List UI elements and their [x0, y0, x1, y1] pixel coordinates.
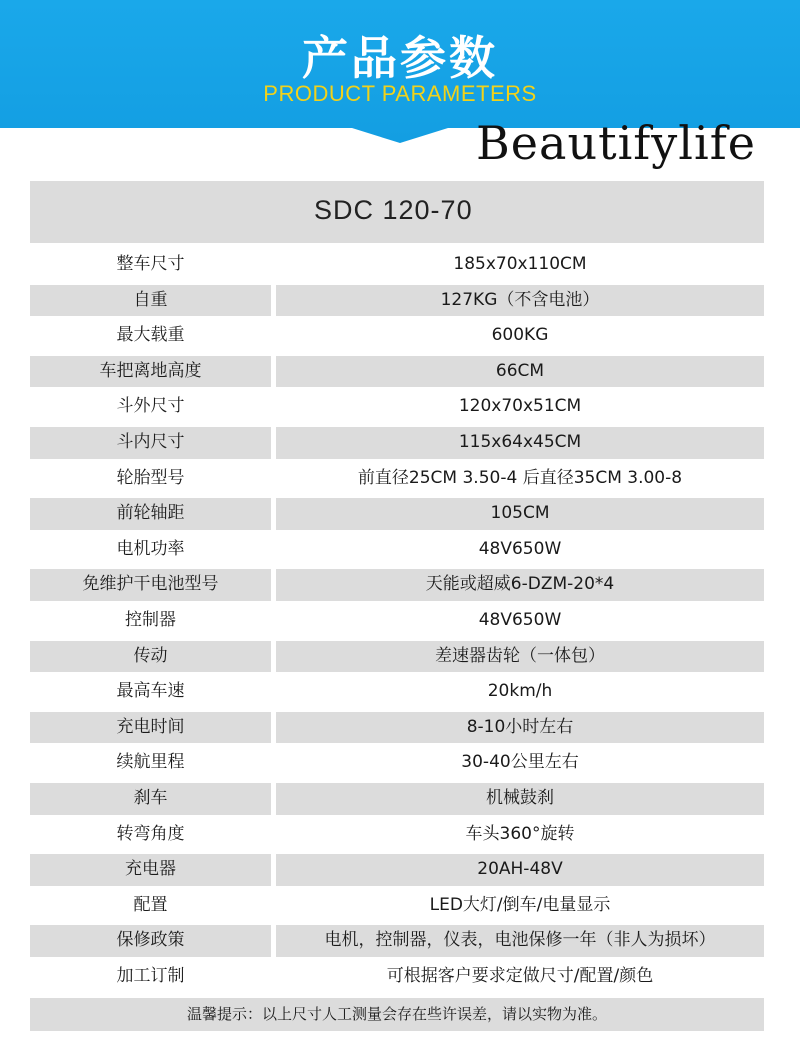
spec-label: 最高车速	[116, 681, 185, 702]
table-row	[0, 781, 800, 817]
spec-label: 传动	[30, 641, 271, 673]
spec-value: 48V650W	[478, 538, 562, 559]
table-row	[0, 639, 800, 675]
spec-value: 机械鼓刹	[276, 783, 764, 815]
table-row	[0, 247, 800, 283]
spec-value: 电机，控制器，仪表，电池保修一年（非人为损坏）	[276, 925, 764, 957]
table-row	[0, 817, 800, 853]
spec-label: 保修政策	[30, 925, 271, 957]
spec-value: 120x70x51CM	[458, 396, 582, 417]
spec-label: 斗内尺寸	[30, 427, 271, 459]
spec-value: 115x64x45CM	[276, 427, 764, 459]
model-header	[30, 181, 764, 243]
brand-wordmark: Beautifylife	[476, 116, 756, 170]
spec-value: 66CM	[276, 356, 764, 388]
model-name: SDC 120-70	[314, 195, 473, 225]
spec-label: 加工订制	[116, 965, 185, 986]
table-row	[0, 496, 800, 532]
spec-value: 前直径25CM 3.50-4 后直径35CM 3.00-8	[357, 467, 683, 488]
spec-value: 600KG	[491, 325, 549, 346]
spec-label: 充电器	[30, 854, 271, 886]
table-row	[0, 710, 800, 746]
spec-label: 充电时间	[30, 712, 271, 744]
spec-label: 续航里程	[116, 752, 185, 773]
spec-label: 转弯角度	[116, 823, 185, 844]
spec-label: 控制器	[125, 609, 176, 630]
spec-value: 127KG（不含电池）	[276, 285, 764, 317]
table-row	[0, 389, 800, 425]
spec-value: LED大灯/倒车/电量显示	[429, 894, 611, 915]
spec-table	[0, 247, 800, 994]
spec-label: 整车尺寸	[116, 254, 185, 274]
spec-label: 最大载重	[116, 325, 185, 346]
spec-value: 差速器齿轮（一体包）	[276, 641, 764, 673]
spec-label: 车把离地高度	[30, 356, 271, 388]
spec-value: 8-10小时左右	[276, 712, 764, 744]
table-row	[0, 745, 800, 781]
table-row	[0, 674, 800, 710]
table-row	[0, 603, 800, 639]
spec-label: 电机功率	[116, 538, 185, 559]
spec-label: 前轮轴距	[30, 498, 271, 530]
spec-label: 刹车	[30, 783, 271, 815]
table-row	[0, 852, 800, 888]
spec-value: 105CM	[276, 498, 764, 530]
spec-label: 斗外尺寸	[116, 396, 185, 417]
spec-label: 自重	[30, 285, 271, 317]
spec-value: 185x70x110CM	[453, 254, 587, 274]
table-row	[0, 923, 800, 959]
page-title: 产品参数	[302, 31, 498, 85]
spec-label: 配置	[133, 894, 168, 915]
table-row	[0, 283, 800, 319]
spec-value: 20AH-48V	[276, 854, 764, 886]
spec-value: 20km/h	[487, 681, 553, 702]
page-subtitle: PRODUCT PARAMETERS	[263, 81, 537, 106]
spec-value: 天能或超威6-DZM-20*4	[276, 569, 764, 601]
spec-value: 可根据客户要求定做尺寸/配置/颜色	[386, 965, 654, 986]
table-row	[0, 354, 800, 390]
spec-value: 30-40公里左右	[461, 752, 579, 773]
footer-note: 温馨提示：以上尺寸人工测量会存在些许误差，请以实物为准。	[30, 998, 764, 1031]
spec-label: 免维护干电池型号	[30, 569, 271, 601]
spec-label: 轮胎型号	[116, 467, 185, 488]
table-row	[0, 888, 800, 924]
spec-value: 48V650W	[478, 609, 562, 630]
table-row	[0, 461, 800, 497]
table-row	[0, 318, 800, 354]
table-row	[0, 567, 800, 603]
table-row	[0, 532, 800, 568]
table-row	[0, 959, 800, 995]
spec-value: 车头360°旋转	[465, 823, 575, 844]
table-row	[0, 425, 800, 461]
